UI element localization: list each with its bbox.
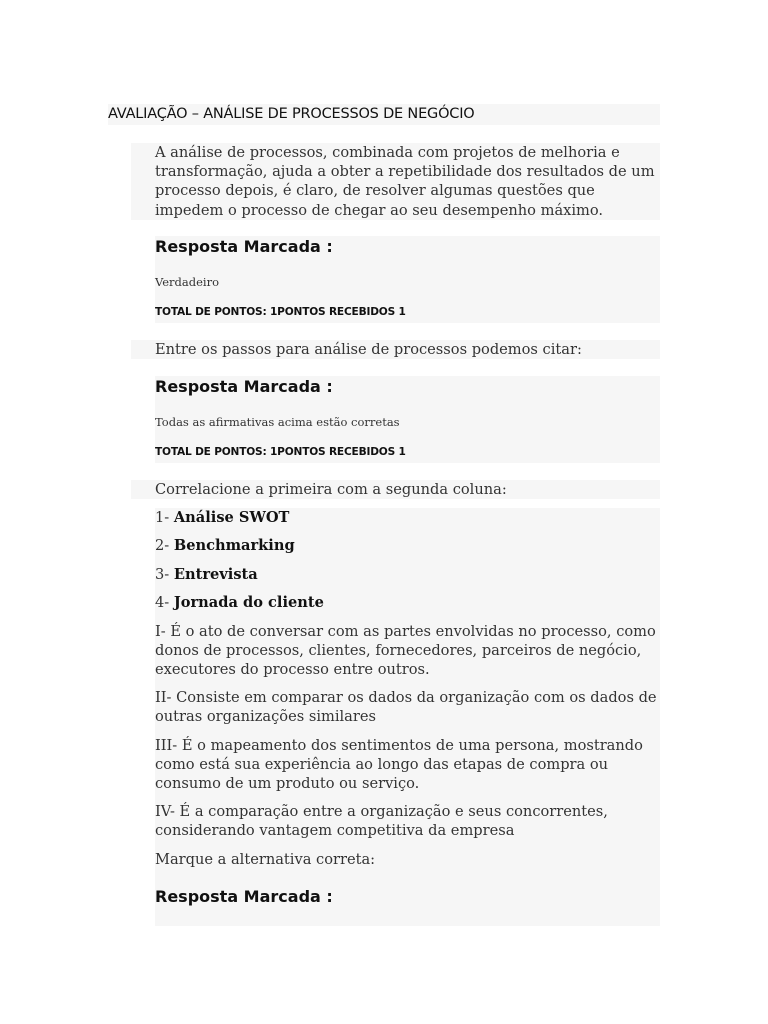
question-text-line: Entre os passos para análise de processos podemos citar: [155,341,582,358]
answer-value: Verdadeiro [155,275,220,289]
list-item: 1- Análise SWOT [155,509,290,526]
definition-paragraph: I- É o ato de conversar com as partes envolvidas no processo, como donos de processos, clientes, fornecedores, parceiros de negócio, executores do processo entre outros. [155,623,656,679]
definition-paragraph: III- É o mapeamento dos sentimentos de uma persona, mostrando como está sua experiência ao longo das etapas de compra ou consumo de um produto ou serviço. [155,737,643,793]
question-text-line: processo depois, é claro, de resolver algumas questões que [155,182,595,200]
question-2 [131,340,660,359]
question-text-line: impedem o processo de chegar ao seu desempenho máximo. [155,201,604,219]
prompt-text: Marque a alternativa correta: [155,851,376,868]
answer-value: Todas as afirmativas acima estão corretas [155,415,400,429]
question-text-line: A análise de processos, combinada com projetos de melhoria e [155,144,620,161]
answer-box-1 [155,236,660,323]
question-3-body [155,508,660,926]
list-item: 4- Jornada do cliente [155,594,324,611]
question-text-line: transformação, ajuda a obter a repetibilidade dos resultados de um [155,163,655,181]
answer-box-2 [155,376,660,463]
answer-label: Resposta Marcada : [155,887,333,906]
page-title: AVALIAÇÃO – ANÁLISE DE PROCESSOS DE NEGÓCIO [108,104,660,125]
points-summary: TOTAL DE PONTOS: 1PONTOS RECEBIDOS 1 [155,306,406,318]
question-text-line: Correlacione a primeira com a segunda coluna: [155,481,507,498]
points-summary: TOTAL DE PONTOS: 1PONTOS RECEBIDOS 1 [155,446,406,458]
question-1 [131,143,660,220]
list-item: 3- Entrevista [155,566,258,583]
question-3 [131,480,660,499]
answer-label: Resposta Marcada : [155,237,333,256]
answer-label: Resposta Marcada : [155,377,333,396]
definition-paragraph: IV- É a comparação entre a organização e seus concorrentes, considerando vantagem competitiva da empresa [155,803,608,840]
list-item: 2- Benchmarking [155,537,295,554]
definition-paragraph: II- Consiste em comparar os dados da organização com os dados de outras organizações similares [155,689,657,726]
